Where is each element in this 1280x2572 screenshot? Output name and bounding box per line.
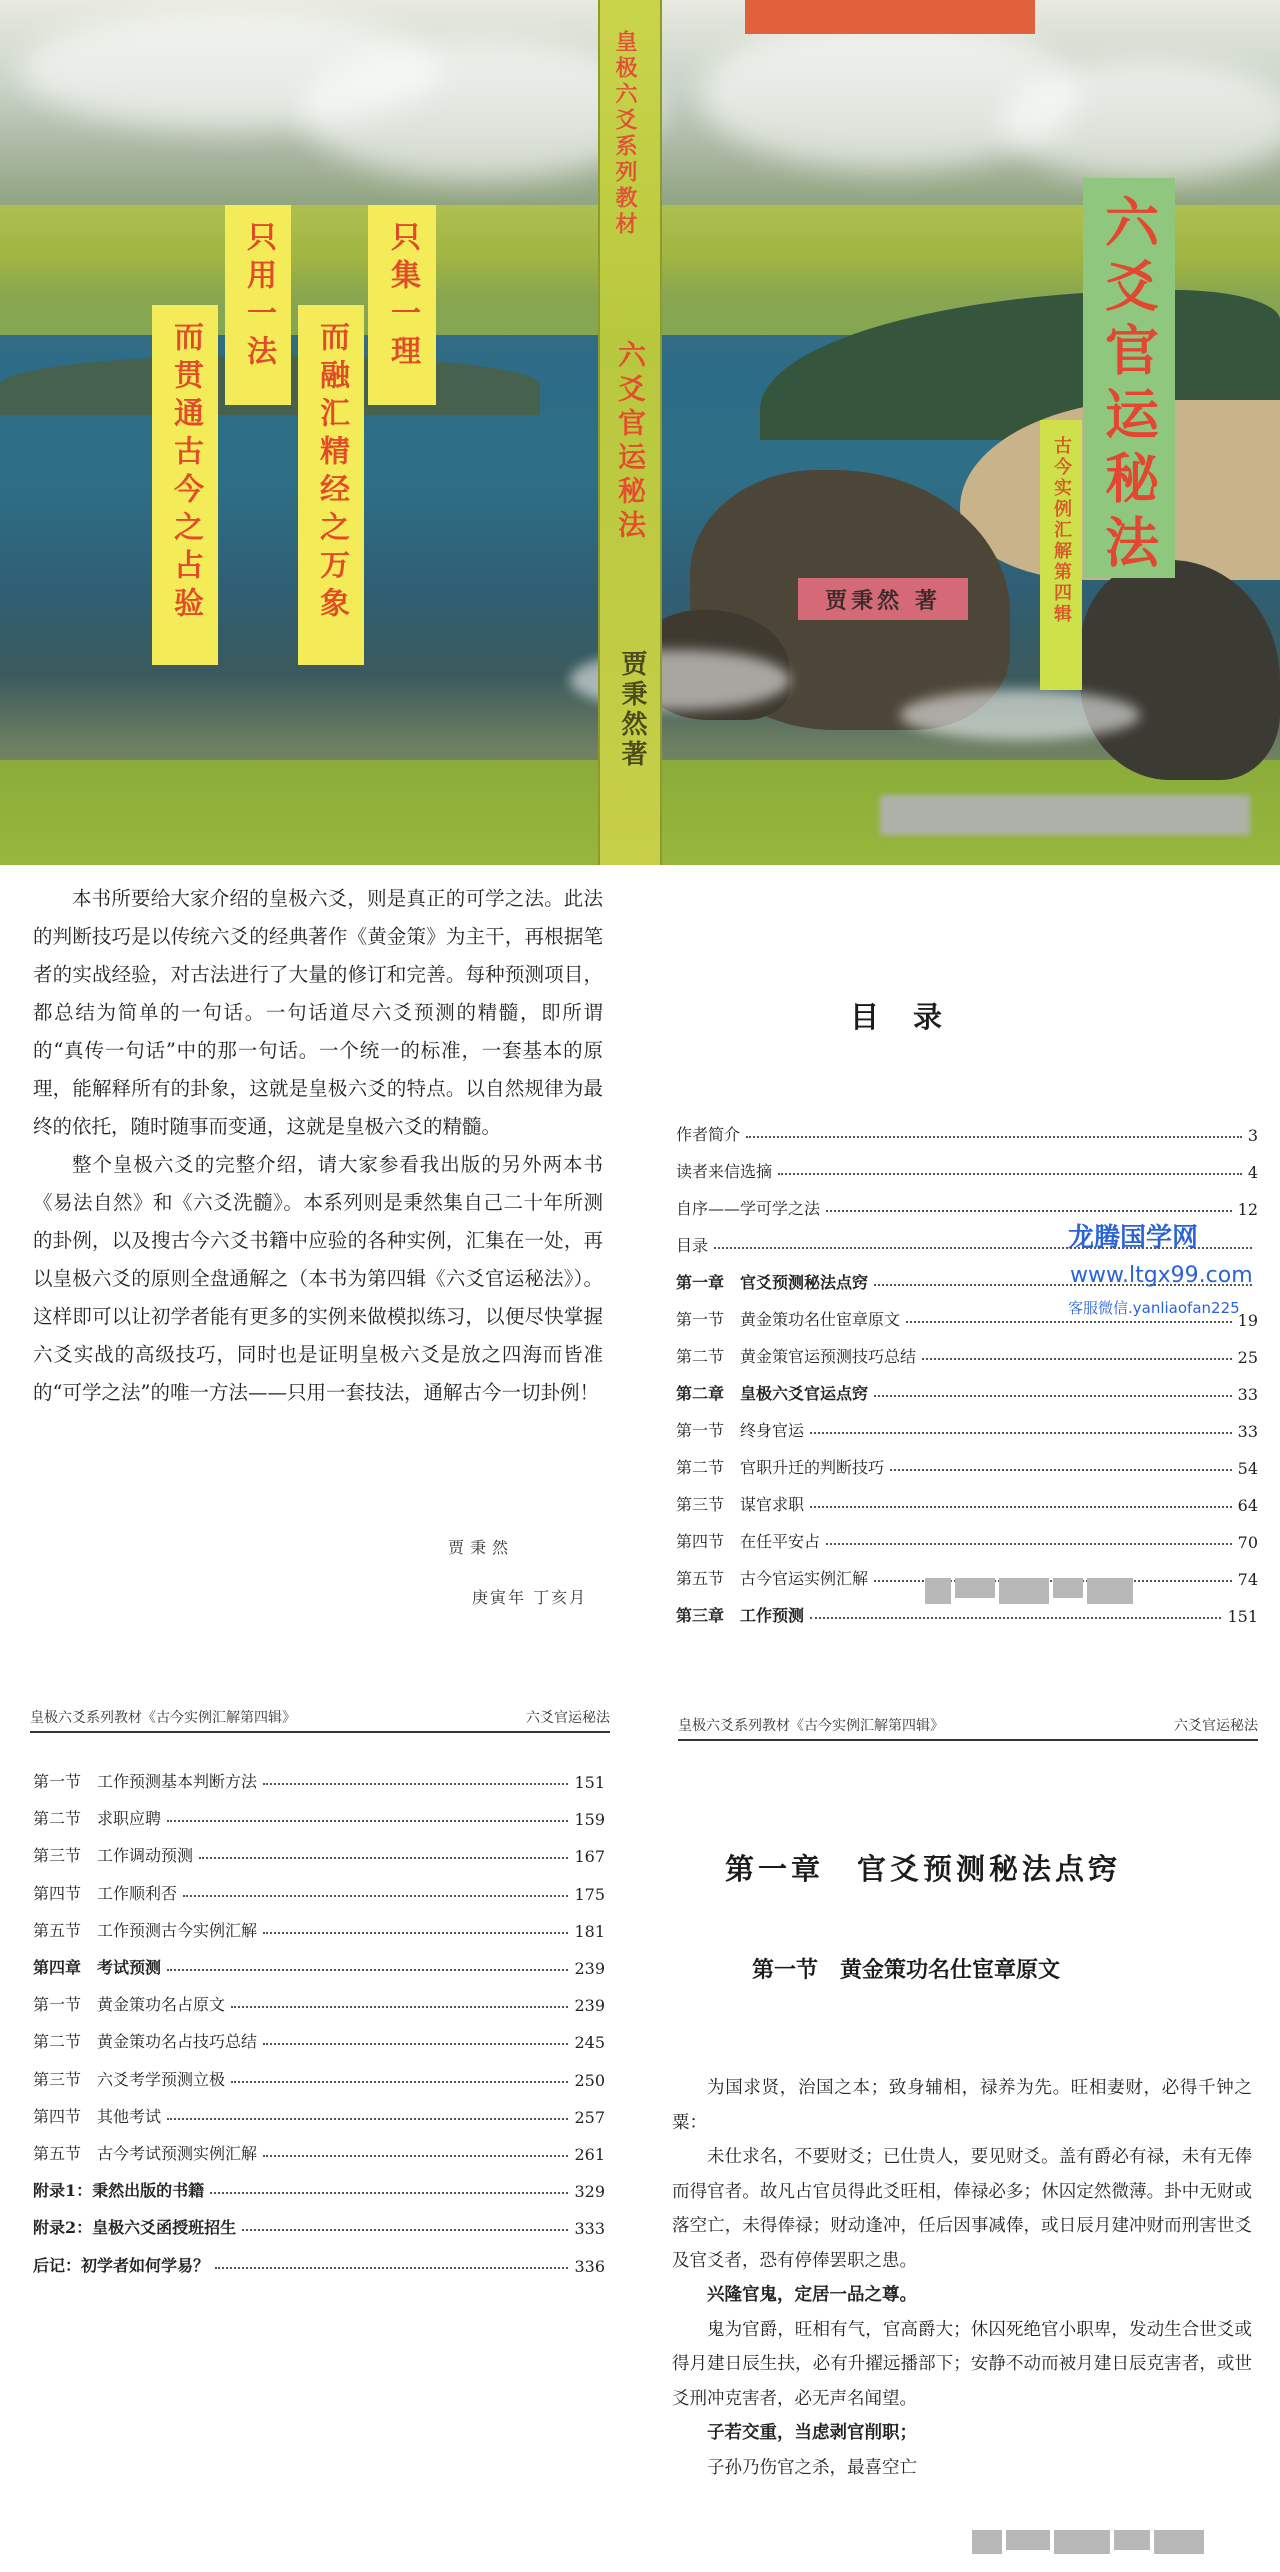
toc-entry	[33, 2054, 605, 2090]
cloud	[1000, 60, 1280, 180]
slogan-tag: 而融汇精经之万象	[298, 305, 364, 665]
toc-entry-page: 239	[574, 1959, 605, 1978]
toc-entry-page: 3	[1247, 1126, 1258, 1145]
toc-leader-dots	[242, 2229, 568, 2231]
toc-leader-dots	[890, 1469, 1232, 1471]
sea-foam	[900, 690, 1140, 740]
toc-entry	[33, 2165, 605, 2201]
slogan-tag: 而贯通古今之占验	[152, 305, 218, 665]
toc-entry-page: 12	[1237, 1200, 1258, 1219]
toc-entry-label: 附录2：皇极六爻函授班招生	[33, 2218, 237, 2238]
toc-entry-page: 4	[1247, 1163, 1258, 1182]
toc-leader-dots	[778, 1173, 1242, 1175]
toc-entry-page: 181	[574, 1921, 605, 1941]
watermark-url: www.ltgx99.com	[1070, 1263, 1253, 1288]
blurred-publisher	[880, 795, 1250, 835]
toc-leader-dots	[826, 1210, 1232, 1212]
blurred-mosaic	[972, 2530, 1204, 2554]
running-head-book: 六爻官运秘法	[526, 1710, 610, 1726]
toc-leader-dots	[874, 1395, 1232, 1397]
toc-entry-page: 167	[574, 1847, 605, 1867]
toc-leader-dots	[263, 1783, 568, 1785]
toc-entry	[33, 1830, 605, 1866]
toc-entry-label: 读者来信选摘	[676, 1162, 773, 1181]
toc-leader-dots	[922, 1358, 1232, 1360]
toc-leader-dots	[263, 1932, 568, 1934]
section-title: 第一节 黄金策功名仕宦章原文	[752, 1957, 1061, 1983]
toc-leader-dots	[810, 1432, 1232, 1434]
book-spine	[598, 0, 662, 865]
toc-entry-label: 第二节 官职升迁的判断技巧	[676, 1458, 885, 1477]
toc-leader-dots	[746, 1136, 1242, 1138]
toc-leader-dots	[231, 2081, 568, 2083]
book-cover	[0, 0, 1280, 865]
blurred-mosaic	[925, 1578, 1133, 1604]
toc-entry-page: 151	[574, 1773, 605, 1792]
toc-leader-dots	[167, 1820, 568, 1822]
toc-title: 目录	[850, 1000, 977, 1034]
toc-entry	[33, 1793, 605, 1829]
toc-entry-page: 64	[1237, 1496, 1258, 1515]
toc-entry	[33, 2128, 605, 2164]
preface-date: 庚寅年 丁亥月	[472, 1588, 588, 1607]
toc-entry	[676, 1331, 1258, 1367]
running-head	[678, 1715, 1258, 1741]
chapter-paragraph: 兴隆官鬼，定居一品之尊。	[707, 2285, 917, 2305]
toc-entry-page: 25	[1237, 1348, 1258, 1367]
toc-leader-dots	[263, 2155, 568, 2157]
toc-entry	[33, 1905, 605, 1941]
toc-entry-page: 175	[574, 1884, 605, 1904]
toc-entry-label: 后记：初学者如何学易？	[33, 2255, 210, 2275]
toc-entry-label: 第四节 工作顺利否	[33, 1883, 178, 1903]
preface-page	[0, 865, 640, 1665]
preface-paragraph: 本书所要给大家介绍的皇极六爻，则是真正的可学之法。此法的判断技巧是以传统六爻的经典著作《黄金策》为主干，再根据笔者的实战经验，对古法进行了大量的修订和完善。每种预测项目，都总结为简单的一句话。一句话道尽六爻预测的精髓，即所谓的“真传一句话”中的那一句话。一个统一的标准，一套基本的原理，能解释所有的卦象，这就是皇极六爻的特点。以自然规律为最终的依托，随时随事而变通，这就是皇极六爻的精髓。	[33, 887, 603, 1138]
preface-text	[33, 880, 603, 1412]
front-title: 六爻官运秘法	[1083, 178, 1175, 578]
toc-entry	[676, 1516, 1258, 1552]
chapter-paragraph: 鬼为官爵，旺相有气，官高爵大；休囚死绝官小职卑，发动生合世爻或得月建日辰生扶，必有升擢远播部下；安静不动而被月建日辰克害者，或世爻刑冲克害者，必无声名闻望。	[672, 2319, 1252, 2409]
front-author: 贾秉然 著	[798, 578, 968, 620]
toc-entry	[676, 1109, 1258, 1145]
toc-leader-dots	[215, 2267, 568, 2269]
toc-entry-label: 第一节 终身官运	[676, 1421, 805, 1440]
chapter-page	[640, 1665, 1280, 2572]
toc-entry-label: 第五节 工作预测古今实例汇解	[33, 1920, 258, 1940]
toc-entry-page: 33	[1237, 1385, 1258, 1404]
toc-entry	[33, 1942, 605, 1978]
chapter-text	[672, 2071, 1252, 2485]
toc-entry-label: 目录	[676, 1236, 709, 1255]
toc-entry	[676, 1146, 1258, 1182]
chapter-paragraph: 子孙乃伤官之杀，最喜空亡	[707, 2457, 917, 2478]
toc-entry-label: 第三节 六爻考学预测立极	[33, 2069, 226, 2089]
slogan-tag: 只用一法	[225, 205, 291, 405]
toc-entry-label: 第二节 求职应聘	[33, 1809, 162, 1829]
watermark-contact: 客服微信.yanliaofan225	[1068, 1299, 1240, 1317]
toc-leader-dots	[906, 1321, 1232, 1323]
toc-entry-page: 257	[574, 2107, 605, 2127]
toc-entry-label: 附录1：秉然出版的书籍	[33, 2181, 205, 2201]
toc-entry-label: 第二节 黄金策功名占技巧总结	[33, 2032, 258, 2052]
toc-entry	[33, 1756, 605, 1792]
toc-entry-label: 第五节 古今官运实例汇解	[676, 1569, 869, 1588]
toc-entry-page: 33	[1237, 1422, 1258, 1441]
spine-author: 贾秉然著	[617, 650, 647, 770]
running-head-book: 六爻官运秘法	[1174, 1718, 1258, 1734]
toc-entry	[676, 1405, 1258, 1441]
toc-entry-page: 333	[574, 2219, 605, 2239]
chapter-paragraph: 子若交重，当虑剥官削职；	[707, 2423, 917, 2443]
preface-paragraph: 整个皇极六爻的完整介绍，请大家参看我出版的另外两本书《易法自然》和《六爻洗髓》。本系列则是秉然集自己二十年所测的卦例，以及搜古今六爻书籍中应验的各种实例，汇集在一处，再以皇极六爻的原则全盘通解之（本书为第四辑《六爻官运秘法》）。这样即可以让初学者能有更多的实例来做模拟练习，以便尽快掌握六爻实战的高级技巧，同时也是证明皇极六爻是放之四海而皆准的“可学之法”的唯一方法——只用一套技法，通解古今一切卦例！	[33, 1153, 603, 1404]
toc-entry-page: 336	[574, 2256, 605, 2276]
toc-entry	[676, 1368, 1258, 1404]
toc-entry-label: 第一章 官爻预测秘法点窍	[676, 1273, 869, 1292]
watermark-site-name: 龙腾国学网	[1068, 1223, 1199, 1253]
toc-entry-label: 第一节 黄金策功名仕宦章原文	[676, 1310, 901, 1329]
toc-entry-label: 第二章 皇极六爻官运点窍	[676, 1384, 869, 1403]
toc-entry-page: 19	[1237, 1311, 1258, 1330]
running-head-series: 皇极六爻系列教材《古今实例汇解第四辑》	[678, 1718, 944, 1734]
toc-page	[640, 865, 1280, 1665]
toc-entry-label: 自序——学可学之法	[676, 1199, 821, 1218]
toc-entry	[33, 2202, 605, 2238]
toc-leader-dots	[183, 1895, 568, 1897]
toc-leader-dots	[231, 2006, 568, 2008]
toc-entry-page: 245	[574, 2033, 605, 2053]
toc-entry-label: 第四节 其他考试	[33, 2106, 162, 2126]
toc-entry-label: 第三节 工作调动预测	[33, 1846, 194, 1866]
toc-entry	[33, 1868, 605, 1904]
toc-entry-page: 54	[1237, 1459, 1258, 1478]
toc-leader-dots	[810, 1617, 1221, 1619]
toc-leader-dots	[263, 2043, 568, 2045]
toc-entry-label: 第一节 黄金策功名占原文	[33, 1995, 226, 2015]
toc-entry-page: 261	[574, 2145, 605, 2164]
spine-title: 六爻官运秘法	[614, 340, 647, 544]
toc-entry-label: 第四章 考试预测	[33, 1958, 162, 1977]
toc-entry-label: 第五节 古今考试预测实例汇解	[33, 2144, 258, 2163]
toc-entry-label: 第四节 在任平安占	[676, 1532, 821, 1551]
toc-entry-label: 第三章 工作预测	[676, 1606, 805, 1625]
toc-entry-label: 作者简介	[676, 1125, 741, 1144]
toc-entry	[676, 1442, 1258, 1478]
top-banner	[745, 0, 1035, 34]
toc-entry-page: 74	[1237, 1570, 1258, 1589]
toc-leader-dots	[810, 1506, 1232, 1508]
chapter-paragraph: 为国求贤，治国之本；致身辅相，禄养为先。旺相妻财，必得千钟之粟：	[672, 2078, 1252, 2133]
toc-entry-page: 159	[574, 1810, 605, 1830]
toc-leader-dots	[167, 1969, 568, 1971]
toc-entry-label: 第一节 工作预测基本判断方法	[33, 1772, 258, 1791]
toc-entry	[33, 2091, 605, 2127]
slogan-tag: 只集一理	[368, 205, 436, 405]
toc-leader-dots	[199, 1857, 568, 1859]
toc-entry-page: 151	[1227, 1607, 1258, 1626]
chapter-title: 第一章 官爻预测秘法点窍	[725, 1852, 1122, 1886]
toc-entry-page: 239	[574, 1996, 605, 2016]
front-subtitle: 古今实例汇解第四辑	[1040, 420, 1082, 690]
toc-page-continued	[0, 1665, 640, 2572]
toc-entry-label: 第三节 谋官求职	[676, 1495, 805, 1514]
running-head	[30, 1707, 610, 1733]
toc-leader-dots	[210, 2192, 568, 2194]
toc-leader-dots	[826, 1543, 1232, 1545]
chapter-paragraph: 未仕求名，不要财爻；已仕贵人，要见财爻。盖有爵必有禄，未有无俸而得官者。故凡占官员得此爻旺相，俸禄必多；休囚定然微薄。卦中无财或落空亡，未得俸禄；财动逢冲，任后因事减俸，或日辰月建冲财而刑害世爻及官爻者，恐有停俸罢职之患。	[672, 2147, 1252, 2271]
toc-leader-dots	[167, 2118, 568, 2120]
toc-entry	[33, 2240, 605, 2276]
running-head-series: 皇极六爻系列教材《古今实例汇解第四辑》	[30, 1710, 296, 1726]
toc-entry-page: 329	[574, 2182, 605, 2202]
toc-entry	[676, 1183, 1258, 1219]
toc-entry	[676, 1479, 1258, 1515]
preface-signature: 贾秉然	[448, 1538, 515, 1557]
spine-series: 皇极六爻系列教材	[612, 30, 638, 238]
rock	[1080, 560, 1280, 780]
toc-entry	[33, 1979, 605, 2015]
toc-entry	[33, 2016, 605, 2052]
toc-entry-label: 第二节 黄金策官运预测技巧总结	[676, 1347, 917, 1366]
toc-entry-page: 70	[1237, 1533, 1258, 1552]
toc-entry-page: 250	[574, 2070, 605, 2090]
